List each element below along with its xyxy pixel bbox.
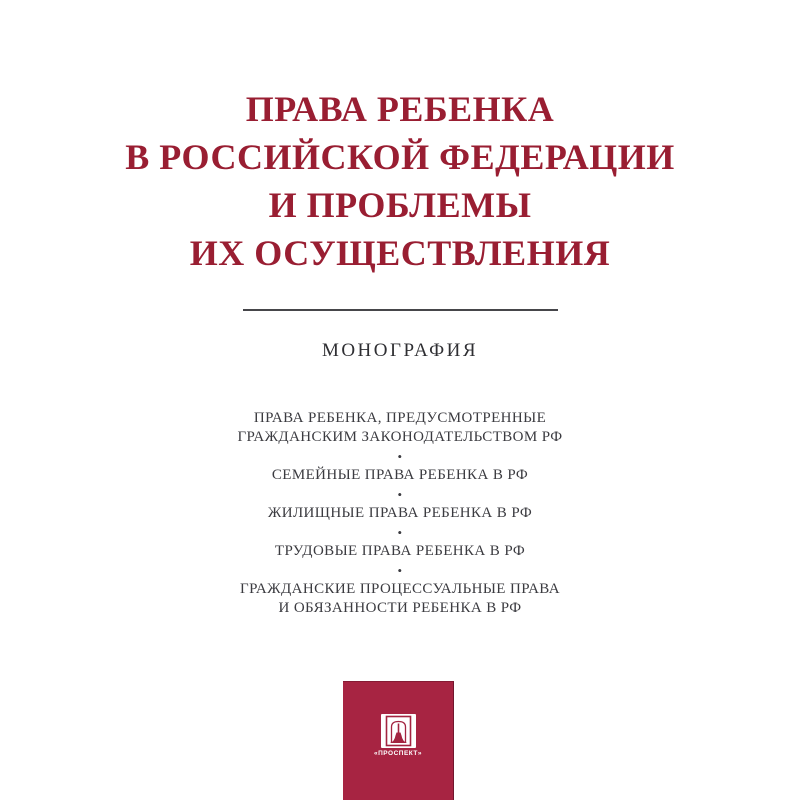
book-title-line: ИХ ОСУЩЕСТВЛЕНИЯ [189, 233, 611, 273]
book-title-line: В РОССИЙСКОЙ ФЕДЕРАЦИИ [125, 137, 675, 177]
bullet-icon: • [397, 449, 403, 464]
topics-list [0, 409, 800, 618]
book-title [0, 0, 800, 277]
monograph-label: МОНОГРАФИЯ [321, 340, 479, 361]
bullet-icon: • [397, 525, 403, 540]
publisher-logo [343, 681, 454, 800]
publisher-name: «ПРОСПЕКТ» [373, 750, 422, 757]
topic-line: ТРУДОВЫЕ ПРАВА РЕБЕНКА В РФ [274, 543, 526, 559]
topic-line: ГРАЖДАНСКИЕ ПРОЦЕССУАЛЬНЫЕ ПРАВА [240, 581, 560, 597]
topic-item [0, 466, 800, 485]
prospekt-emblem-icon [381, 714, 416, 748]
topic-item [0, 504, 800, 523]
topic-item [0, 542, 800, 561]
topic-item [0, 409, 800, 447]
topic-line: ЖИЛИЩНЫЕ ПРАВА РЕБЕНКА В РФ [267, 505, 533, 521]
topic-item [0, 580, 800, 618]
title-separator [243, 309, 558, 311]
topic-line: И ОБЯЗАННОСТИ РЕБЕНКА В РФ [278, 600, 522, 616]
bullet-icon: • [397, 487, 403, 502]
book-title-line: ПРАВА РЕБЕНКА [245, 89, 555, 129]
bullet-icon: • [397, 563, 403, 578]
topic-line: ПРАВА РЕБЕНКА, ПРЕДУСМОТРЕННЫЕ [253, 410, 547, 426]
topic-line: СЕМЕЙНЫЕ ПРАВА РЕБЕНКА В РФ [271, 467, 529, 483]
book-title-line: И ПРОБЛЕМЫ [268, 185, 532, 225]
topic-line: ГРАЖДАНСКИМ ЗАКОНОДАТЕЛЬСТВОМ РФ [237, 429, 563, 445]
